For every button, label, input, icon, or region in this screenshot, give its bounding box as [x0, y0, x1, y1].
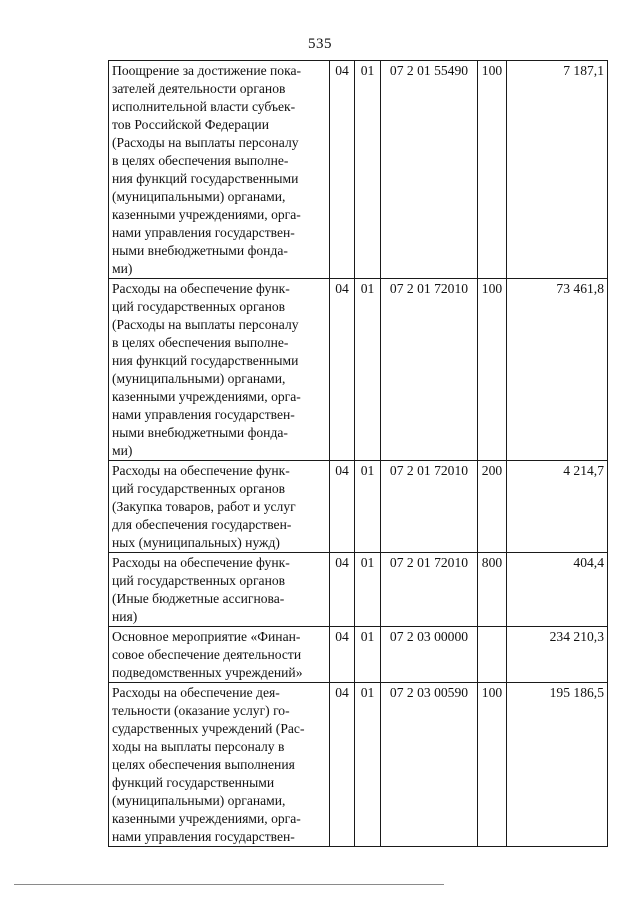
item-name-line: тельности (оказание услуг) го- [112, 703, 290, 718]
section-code: 04 [330, 553, 355, 627]
item-name-line: Поощрение за достижение пока- [112, 63, 302, 78]
section-code: 04 [330, 61, 355, 279]
table-row [109, 683, 608, 847]
item-name-line: целях обеспечения выполнения [112, 757, 295, 772]
item-name-line: ния) [112, 609, 138, 624]
item-name-line: ния функций государственными [112, 353, 299, 368]
item-name-line: ных (муниципальных) нужд) [112, 535, 280, 550]
item-name-line: (Расходы на выплаты персоналу [112, 135, 299, 150]
item-name-line: ми) [112, 443, 133, 458]
item-name-line: Основное мероприятие «Финан- [112, 629, 301, 644]
subsection-code: 01 [355, 683, 381, 847]
item-name-line: нами управления государствен- [112, 407, 295, 422]
table-row [109, 61, 608, 279]
item-name-line: (Закупка товаров, работ и услуг [112, 499, 296, 514]
item-name-line: (Расходы на выплаты персоналу [112, 317, 299, 332]
section-code: 04 [330, 683, 355, 847]
item-name-line: (Иные бюджетные ассигнова- [112, 591, 285, 606]
expense-type-code: 100 [478, 683, 507, 847]
amount-value: 195 186,5 [507, 683, 608, 847]
item-name-line: нами управления государствен- [112, 829, 295, 844]
item-name-line: ния функций государственными [112, 171, 299, 186]
section-code: 04 [330, 627, 355, 683]
item-name-line: казенными учреждениями, орга- [112, 389, 301, 404]
subsection-code: 01 [355, 279, 381, 461]
target-article-code: 07 2 01 72010 [381, 553, 478, 627]
item-name-line: совое обеспечение деятельности [112, 647, 302, 662]
expense-type-code: 100 [478, 61, 507, 279]
target-article-code: 07 2 01 72010 [381, 461, 478, 553]
subsection-code: 01 [355, 553, 381, 627]
item-name-line: функций государственными [112, 775, 275, 790]
expense-type-code: 200 [478, 461, 507, 553]
item-name-line: (муниципальными) органами, [112, 793, 286, 808]
item-name-line: (муниципальными) органами, [112, 189, 286, 204]
amount-value: 7 187,1 [507, 61, 608, 279]
item-name-line: Расходы на обеспечение функ- [112, 555, 290, 570]
item-name-line: казенными учреждениями, орга- [112, 207, 301, 222]
item-name-line: нами управления государствен- [112, 225, 295, 240]
item-name-line: зателей деятельности органов [112, 81, 286, 96]
item-name-line: в целях обеспечения выполне- [112, 335, 289, 350]
target-article-code: 07 2 01 72010 [381, 279, 478, 461]
expense-type-code: 100 [478, 279, 507, 461]
page-number: 535 [308, 36, 332, 52]
subsection-code: 01 [355, 61, 381, 279]
target-article-code: 07 2 03 00000 [381, 627, 478, 683]
table-row [109, 461, 608, 553]
item-name-line: ций государственных органов [112, 299, 286, 314]
item-name-line: сударственных учреждений (Рас- [112, 721, 305, 736]
item-name-line: ходы на выплаты персоналу в [112, 739, 285, 754]
item-name-cell [109, 553, 330, 627]
item-name-line: в целях обеспечения выполне- [112, 153, 289, 168]
amount-value: 234 210,3 [507, 627, 608, 683]
table-row [109, 553, 608, 627]
item-name-line: Расходы на обеспечение функ- [112, 281, 290, 296]
section-code: 04 [330, 461, 355, 553]
item-name-line: ными внебюджетными фонда- [112, 425, 288, 440]
item-name-cell [109, 627, 330, 683]
subsection-code: 01 [355, 461, 381, 553]
item-name-line: (муниципальными) органами, [112, 371, 286, 386]
item-name-line: для обеспечения государствен- [112, 517, 292, 532]
item-name-line: подведомственных учреждений» [112, 665, 303, 680]
item-name-line: исполнительной власти субъек- [112, 99, 296, 114]
expense-type-code: 800 [478, 553, 507, 627]
item-name-line: ми) [112, 261, 133, 276]
item-name-cell [109, 683, 330, 847]
amount-value: 73 461,8 [507, 279, 608, 461]
target-article-code: 07 2 03 00590 [381, 683, 478, 847]
item-name-line: ными внебюджетными фонда- [112, 243, 288, 258]
budget-table [108, 60, 608, 847]
item-name-line: Расходы на обеспечение дея- [112, 685, 280, 700]
footer-rule [14, 884, 444, 885]
target-article-code: 07 2 01 55490 [381, 61, 478, 279]
section-code: 04 [330, 279, 355, 461]
amount-value: 4 214,7 [507, 461, 608, 553]
item-name-line: ций государственных органов [112, 481, 286, 496]
item-name-cell [109, 279, 330, 461]
expense-type-code [478, 627, 507, 683]
table-row [109, 279, 608, 461]
table-row [109, 627, 608, 683]
item-name-cell [109, 461, 330, 553]
amount-value: 404,4 [507, 553, 608, 627]
item-name-line: ций государственных органов [112, 573, 286, 588]
item-name-line: казенными учреждениями, орга- [112, 811, 301, 826]
subsection-code: 01 [355, 627, 381, 683]
item-name-line: тов Российской Федерации [112, 117, 269, 132]
item-name-line: Расходы на обеспечение функ- [112, 463, 290, 478]
item-name-cell [109, 61, 330, 279]
